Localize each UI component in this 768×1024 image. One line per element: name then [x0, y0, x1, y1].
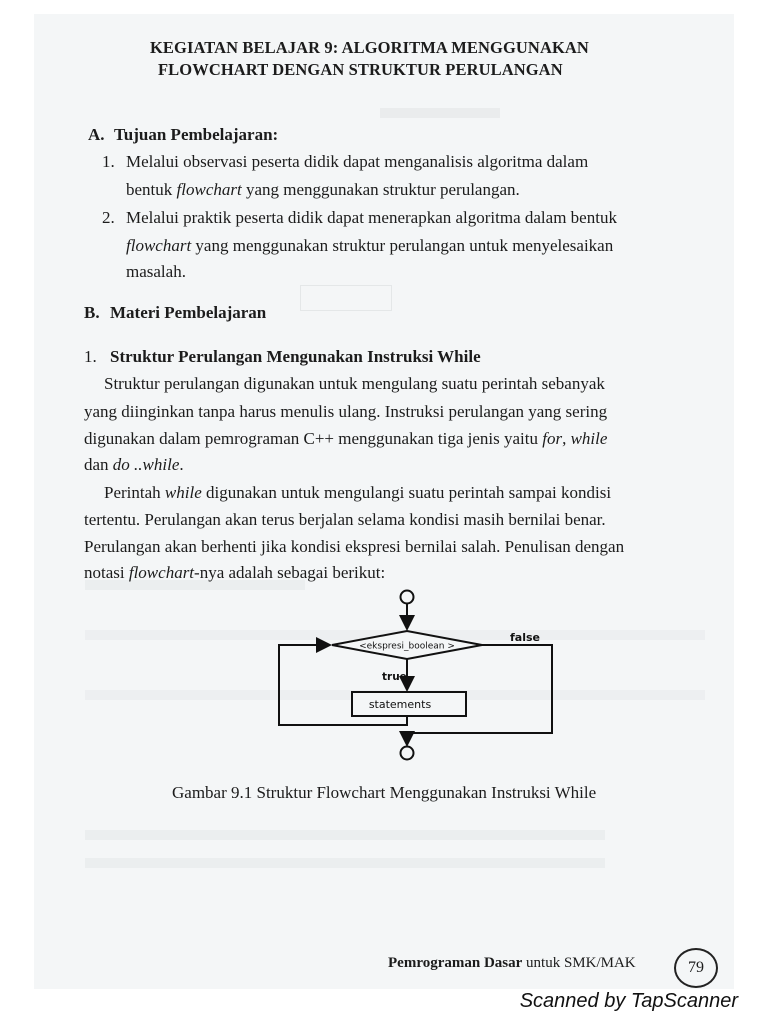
paragraph1-line1: Struktur perulangan digunakan untuk mengulang suatu perintah sebanyak	[104, 374, 605, 393]
paragraph1-line2: yang diinginkan tanpa harus menulis ulang. Instruksi perulangan yang sering	[84, 402, 608, 421]
objective-2-number: 2.	[102, 208, 115, 227]
false-label: false	[510, 631, 540, 644]
section-a-title: Tujuan Pembelajaran:	[114, 125, 279, 144]
true-label: true	[382, 671, 407, 683]
objective-1-line2: bentuk flowchart yang menggunakan struktur perulangan.	[126, 180, 520, 199]
objective-1-number: 1.	[102, 152, 115, 171]
section-a-label: A.	[88, 125, 105, 144]
start-connector-circle	[401, 591, 414, 604]
objective-2-line3: masalah.	[126, 262, 186, 281]
section-b-label: B.	[84, 303, 100, 322]
objective-2-line1: Melalui praktik peserta didik dapat menerapkan algoritma dalam bentuk	[126, 208, 617, 227]
chapter-title-line1: KEGIATAN BELAJAR 9: ALGORITMA MENGGUNAKAN	[150, 38, 589, 57]
figure-caption: Gambar 9.1 Struktur Flowchart Menggunakan Instruksi While	[172, 783, 597, 802]
paragraph2-line3: Perulangan akan berhenti jika kondisi ekspresi bernilai salah. Penulisan dengan	[84, 537, 625, 556]
while-flowchart	[270, 585, 570, 765]
false-branch-line	[407, 645, 552, 733]
footer-book-title: Pemrograman Dasar untuk SMK/MAK	[388, 955, 636, 971]
end-connector-circle	[401, 747, 414, 760]
paragraph2-line1: Perintah while digunakan untuk mengulangi suatu perintah sampai kondisi	[104, 483, 612, 502]
subsection-1-title: Struktur Perulangan Mengunakan Instruksi While	[110, 347, 481, 366]
subsection-1-number: 1.	[84, 347, 97, 366]
page-number: 79	[674, 948, 718, 988]
condition-label: <ekspresi_boolean >	[359, 641, 455, 652]
objective-2-line2: flowchart yang menggunakan struktur perulangan untuk menyelesaikan	[126, 236, 614, 255]
paragraph1-line3: digunakan dalam pemrograman C++ menggunakan tiga jenis yaitu for, while	[84, 429, 608, 448]
paragraph1-line4: dan do ..while.	[84, 455, 184, 474]
paragraph2-line2: tertentu. Perulangan akan terus berjalan selama kondisi masih bernilai benar.	[84, 510, 606, 529]
chapter-title-line2: FLOWCHART DENGAN STRUKTUR PERULANGAN	[158, 60, 563, 79]
objective-1-line1: Melalui observasi peserta didik dapat menganalisis algoritma dalam	[126, 152, 589, 171]
section-b-title: Materi Pembelajaran	[110, 303, 267, 322]
paragraph2-line4: notasi flowchart-nya adalah sebagai berikut:	[84, 563, 386, 582]
statements-label: statements	[368, 698, 432, 711]
scanner-watermark: Scanned by TapScanner	[519, 990, 738, 1012]
